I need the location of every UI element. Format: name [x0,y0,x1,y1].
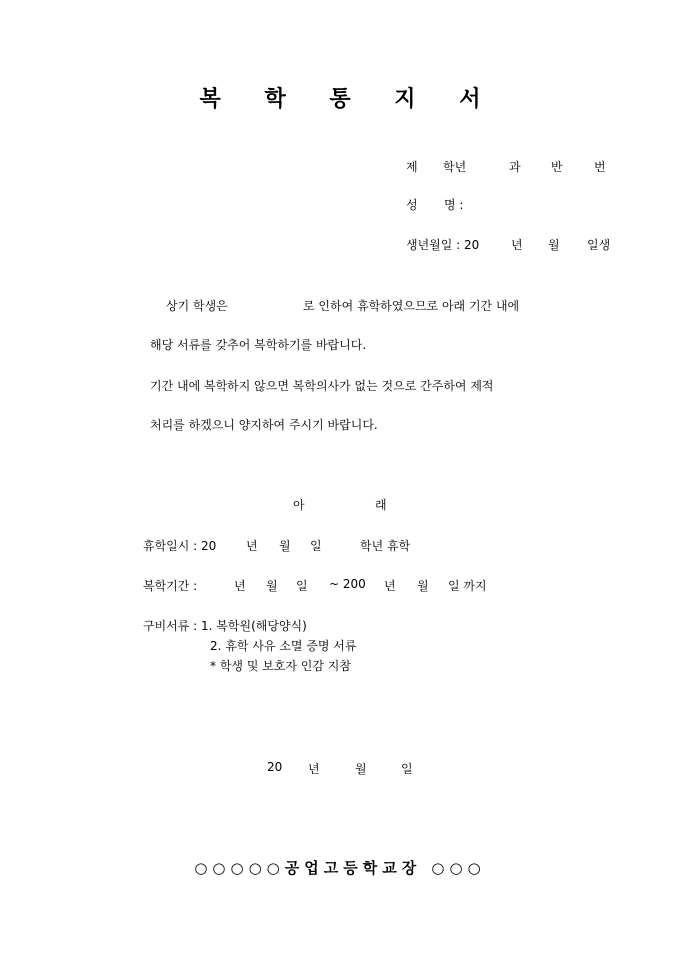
issue-day-label: 일 [401,762,413,776]
department-label: 과 [509,160,521,174]
body-line-2: 해당 서류를 갖추어 복학하기를 바랍니다. [150,338,367,352]
issue-month-label: 월 [355,762,367,776]
return-period-label: 복학기간 : [143,579,198,593]
birth-day-label: 일생 [587,238,611,252]
leave-month-label: 월 [279,539,291,553]
class-label: 반 [551,160,563,174]
body-line-1-part-a: 상기 학생은 [166,299,228,313]
return-start-year: 년 [234,579,246,593]
return-start-day: 일 [296,579,308,593]
birth-year-label: 년 [511,238,523,252]
issue-year-label: 년 [308,762,320,776]
body-line-3: 기간 내에 복학하지 않으면 복학의사가 없는 것으로 간주하여 제적 [150,379,494,393]
section-heading-first: 아 [293,498,305,512]
return-end-prefix: ~ 200 [329,577,366,591]
leave-date-label: 휴학일시 : 20 [143,539,217,553]
documents-note: * 학생 및 보호자 인감 지참 [210,659,351,673]
document-title: 복 학 통 지 서 [199,86,499,112]
leave-grade-label: 학년 휴학 [360,539,411,553]
body-line-4: 처리를 하겠으니 양지하여 주시기 바랍니다. [150,418,378,432]
birth-label: 생년월일 : 20 [406,238,480,252]
birth-month-label: 월 [548,238,560,252]
section-heading-second: 래 [375,498,387,512]
documents-label: 구비서류 : 1. 복학원(해당양식) [143,619,307,633]
return-end-year: 년 [384,579,396,593]
return-start-month: 월 [266,579,278,593]
grade-label: 학년 [443,160,467,174]
principal-signature: ○○○○○공업고등학교장 ○○○ [194,859,486,877]
number-label: 번 [594,160,606,174]
documents-item-2: 2. 휴학 사유 소멸 증명 서류 [210,639,357,653]
name-label-first: 성 [406,198,418,212]
body-line-1-part-b: 로 인하여 휴학하였으므로 아래 기간 내에 [303,299,520,313]
return-end-day: 일 까지 [448,579,487,593]
leave-year-label: 년 [246,539,258,553]
issue-year-prefix: 20 [267,760,283,774]
leave-day-label: 일 [310,539,322,553]
name-label-second: 명 : [444,198,464,212]
class-prefix: 제 [406,160,418,174]
return-end-month: 월 [417,579,429,593]
